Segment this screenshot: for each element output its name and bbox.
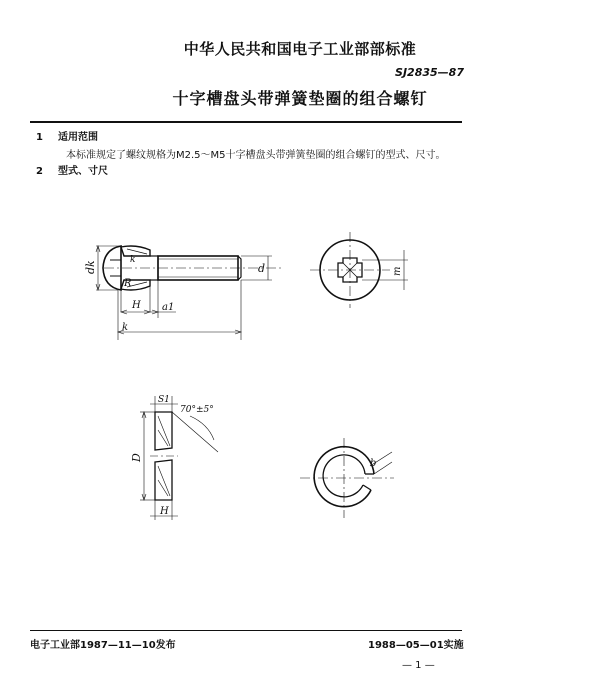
washer-plan-view — [300, 438, 394, 518]
section-1-number: 1 — [36, 132, 43, 143]
section-1-text: 本标准规定了螺纹规格为M2.5～M5十字槽盘头带弹簧垫圈的组合螺钉的型式、尺寸。 — [66, 150, 446, 161]
section-1-title: 适用范围 — [58, 132, 98, 143]
label-b: b — [370, 458, 377, 469]
label-s1: S1 — [158, 395, 170, 405]
label-head-k: k — [130, 255, 136, 265]
label-k: k — [122, 322, 129, 333]
footer-rule — [30, 630, 462, 631]
label-radius: R — [124, 278, 132, 289]
label-H: H — [132, 300, 141, 311]
label-dk: dk — [84, 260, 97, 274]
label-a1: a1 — [162, 302, 175, 313]
label-D: D — [130, 453, 143, 462]
label-m: m — [392, 266, 403, 276]
ministry-standard-heading: 中华人民共和国电子工业部部标准 — [183, 40, 417, 58]
section-2-number: 2 — [36, 166, 43, 177]
effective-date: 1988—05—01实施 — [368, 640, 464, 651]
page-number: — 1 — — [402, 660, 435, 671]
document-title: 十字槽盘头带弹簧垫圈的组合螺钉 — [172, 89, 428, 108]
label-angle: 70°±5° — [180, 405, 214, 415]
standard-number: SJ2835—87 — [395, 66, 464, 79]
section-2-title: 型式、寸尺 — [58, 166, 108, 177]
label-d: d — [258, 262, 266, 275]
label-washer-H: H — [160, 506, 169, 517]
issue-date: 电子工业部1987—11—10发布 — [30, 640, 176, 651]
